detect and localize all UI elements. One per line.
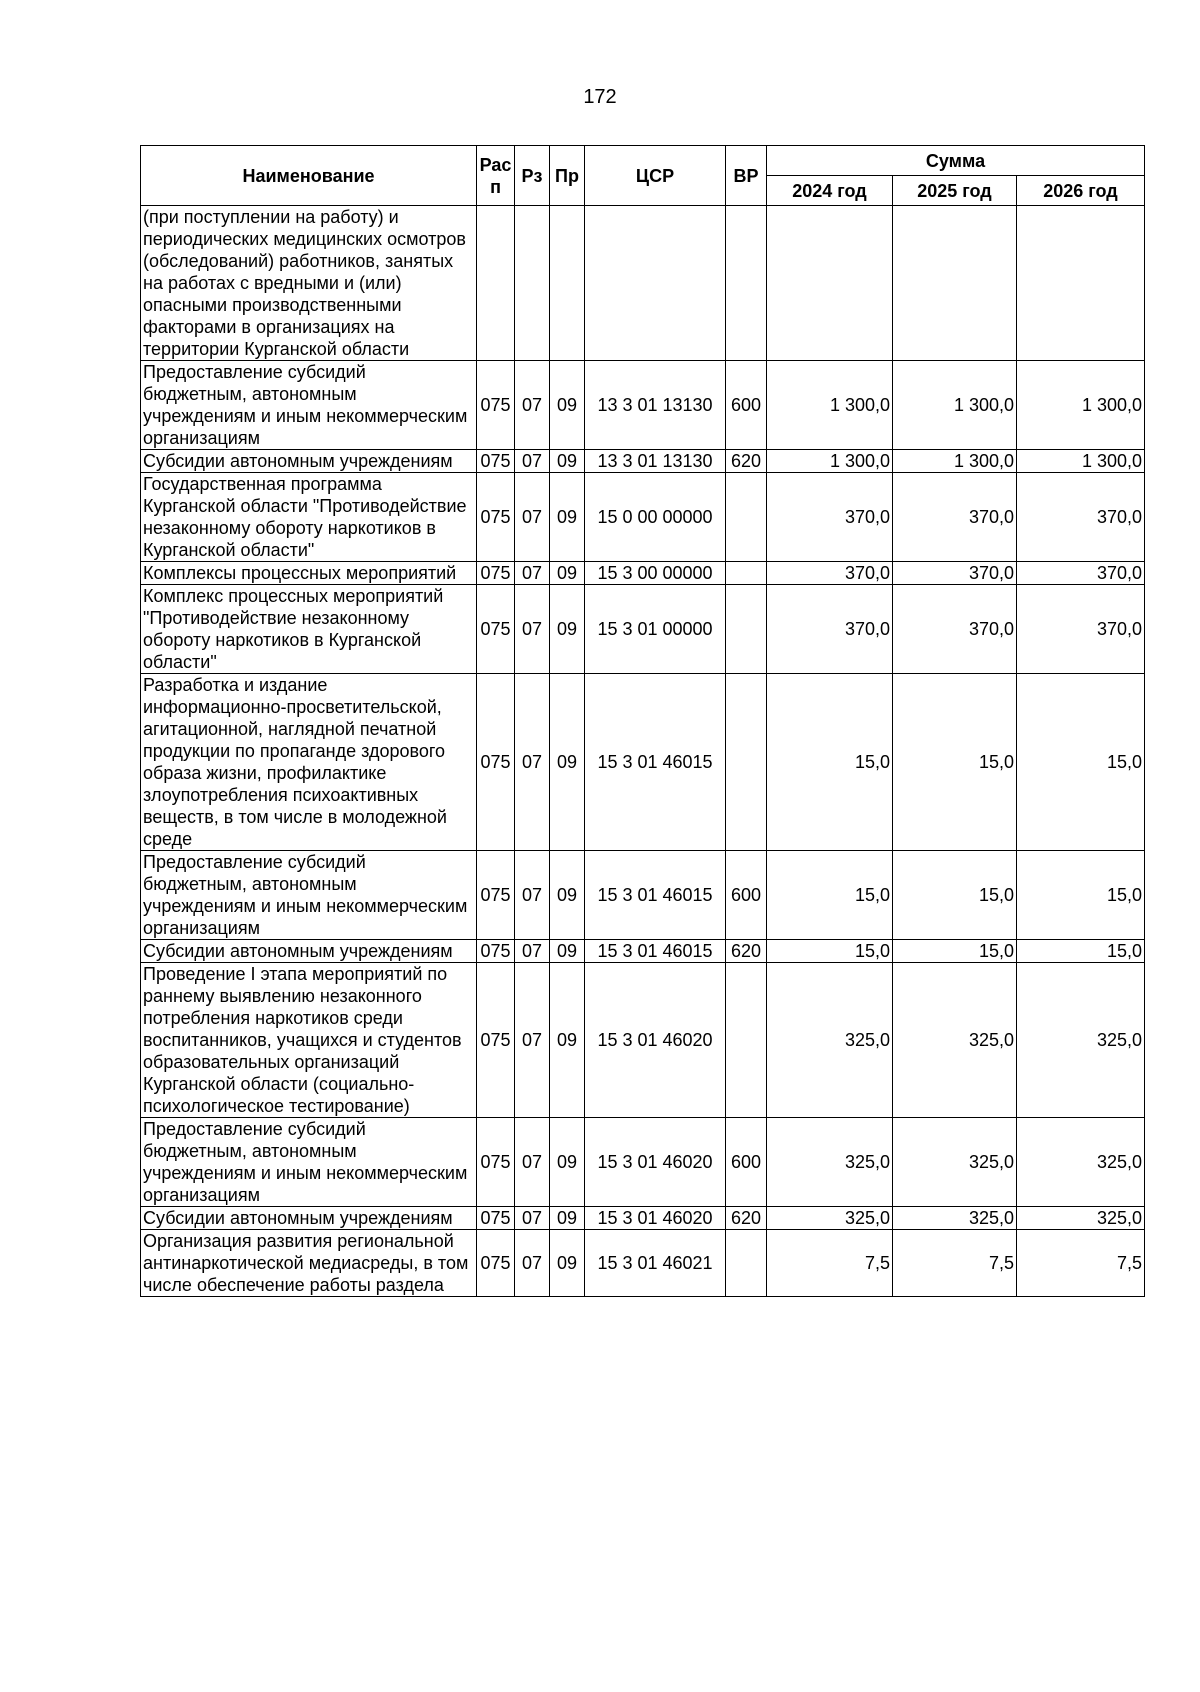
cell-name: Предоставление субсидий бюджетным, автономным учреждениям и иным некоммерческим организациям: [141, 361, 477, 450]
cell-rz: 07: [515, 963, 550, 1118]
cell-vr: 600: [726, 851, 767, 940]
cell-amount-2026: 7,5: [1017, 1230, 1145, 1297]
cell-rasp: 075: [477, 1230, 515, 1297]
header-rz: Рз: [515, 146, 550, 206]
cell-amount-2025: 325,0: [893, 1207, 1017, 1230]
cell-amount-2025: 1 300,0: [893, 361, 1017, 450]
cell-csr: 15 3 01 00000: [585, 585, 726, 674]
cell-rz: 07: [515, 562, 550, 585]
header-name: Наименование: [141, 146, 477, 206]
cell-amount-2026: 15,0: [1017, 851, 1145, 940]
cell-name: Субсидии автономным учреждениям: [141, 1207, 477, 1230]
header-year-2026: 2026 год: [1017, 176, 1145, 206]
cell-pr: 09: [550, 450, 585, 473]
cell-csr: 13 3 01 13130: [585, 361, 726, 450]
cell-rz: 07: [515, 361, 550, 450]
cell-vr: [726, 1230, 767, 1297]
cell-amount-2026: 370,0: [1017, 473, 1145, 562]
cell-pr: 09: [550, 674, 585, 851]
header-pr: Пр: [550, 146, 585, 206]
cell-rz: 07: [515, 674, 550, 851]
cell-pr: 09: [550, 1207, 585, 1230]
cell-amount-2025: 370,0: [893, 585, 1017, 674]
cell-amount-2024: 15,0: [767, 940, 893, 963]
table-row: [141, 1230, 1145, 1297]
cell-name: Субсидии автономным учреждениям: [141, 940, 477, 963]
cell-amount-2026: 15,0: [1017, 674, 1145, 851]
cell-amount-2026: 1 300,0: [1017, 361, 1145, 450]
cell-amount-2025: 15,0: [893, 851, 1017, 940]
cell-amount-2026: 370,0: [1017, 562, 1145, 585]
cell-csr: 15 0 00 00000: [585, 473, 726, 562]
cell-vr: [726, 963, 767, 1118]
cell-pr: 09: [550, 963, 585, 1118]
cell-amount-2025: 370,0: [893, 562, 1017, 585]
cell-rz: 07: [515, 450, 550, 473]
cell-name: Комплексы процессных мероприятий: [141, 562, 477, 585]
cell-pr: [550, 206, 585, 361]
table-row: [141, 851, 1145, 940]
cell-amount-2024: 325,0: [767, 1207, 893, 1230]
cell-vr: [726, 473, 767, 562]
cell-amount-2025: 325,0: [893, 1118, 1017, 1207]
cell-name: Проведение I этапа мероприятий по раннему выявлению незаконного потребления наркотиков среди воспитанников, учащихся и студентов образовательных организаций Курганской области (социально-психологическое тестирование): [141, 963, 477, 1118]
cell-rz: 07: [515, 1230, 550, 1297]
cell-vr: 620: [726, 450, 767, 473]
header-vr: ВР: [726, 146, 767, 206]
cell-rasp: 075: [477, 851, 515, 940]
cell-pr: 09: [550, 361, 585, 450]
cell-amount-2026: 325,0: [1017, 1207, 1145, 1230]
table-body: [141, 206, 1145, 1297]
cell-vr: 600: [726, 1118, 767, 1207]
cell-rasp: 075: [477, 963, 515, 1118]
cell-csr: 15 3 01 46015: [585, 674, 726, 851]
cell-amount-2024: 7,5: [767, 1230, 893, 1297]
cell-csr: [585, 206, 726, 361]
cell-pr: 09: [550, 562, 585, 585]
cell-name: Субсидии автономным учреждениям: [141, 450, 477, 473]
cell-amount-2026: 1 300,0: [1017, 450, 1145, 473]
cell-amount-2025: [893, 206, 1017, 361]
cell-rz: [515, 206, 550, 361]
cell-rasp: 075: [477, 450, 515, 473]
header-summa: Сумма: [767, 146, 1145, 176]
cell-amount-2026: 325,0: [1017, 1118, 1145, 1207]
cell-pr: 09: [550, 473, 585, 562]
cell-pr: 09: [550, 585, 585, 674]
cell-name: Государственная программа Курганской области "Противодействие незаконному обороту наркотиков в Курганской области": [141, 473, 477, 562]
cell-amount-2024: [767, 206, 893, 361]
cell-csr: 15 3 00 00000: [585, 562, 726, 585]
cell-rasp: 075: [477, 1207, 515, 1230]
cell-vr: [726, 206, 767, 361]
cell-rasp: 075: [477, 585, 515, 674]
table-row: [141, 674, 1145, 851]
cell-vr: 600: [726, 361, 767, 450]
table-row: [141, 206, 1145, 361]
cell-amount-2025: 1 300,0: [893, 450, 1017, 473]
cell-rasp: 075: [477, 473, 515, 562]
cell-rz: 07: [515, 851, 550, 940]
cell-vr: [726, 562, 767, 585]
page-number: 172: [583, 86, 617, 108]
header-year-2024: 2024 год: [767, 176, 893, 206]
table-row: [141, 361, 1145, 450]
cell-rz: 07: [515, 473, 550, 562]
cell-amount-2024: 1 300,0: [767, 361, 893, 450]
table-row: [141, 963, 1145, 1118]
cell-rasp: 075: [477, 361, 515, 450]
cell-rasp: 075: [477, 562, 515, 585]
cell-name: Разработка и издание информационно-просветительской, агитационной, наглядной печатной продукции по пропаганде здорового образа жизни, профилактике злоупотребления психоактивных веществ, в том числе в молодежной среде: [141, 674, 477, 851]
cell-rz: 07: [515, 1118, 550, 1207]
cell-name: Комплекс процессных мероприятий "Противодействие незаконному обороту наркотиков в Курганской области": [141, 585, 477, 674]
header-csr: ЦСР: [585, 146, 726, 206]
cell-csr: 15 3 01 46015: [585, 851, 726, 940]
cell-name: Организация развития региональной антинаркотической медиасреды, в том числе обеспечение работы раздела: [141, 1230, 477, 1297]
cell-vr: 620: [726, 940, 767, 963]
cell-pr: 09: [550, 851, 585, 940]
cell-csr: 15 3 01 46020: [585, 1118, 726, 1207]
cell-amount-2024: 15,0: [767, 674, 893, 851]
cell-pr: 09: [550, 1118, 585, 1207]
cell-pr: 09: [550, 1230, 585, 1297]
cell-vr: [726, 674, 767, 851]
cell-csr: 13 3 01 13130: [585, 450, 726, 473]
cell-name: (при поступлении на работу) и периодических медицинских осмотров (обследований) работников, занятых на работах с вредными и (или) опасными производственными факторами в организациях на территории Курганской области: [141, 206, 477, 361]
cell-rz: 07: [515, 585, 550, 674]
budget-table: [140, 145, 1145, 1297]
header-year-2025: 2025 год: [893, 176, 1017, 206]
cell-amount-2025: 370,0: [893, 473, 1017, 562]
table-row: [141, 585, 1145, 674]
table-row: [141, 562, 1145, 585]
cell-rz: 07: [515, 940, 550, 963]
header-rasp: Рас п: [477, 146, 515, 206]
table-row: [141, 1207, 1145, 1230]
cell-csr: 15 3 01 46020: [585, 1207, 726, 1230]
cell-amount-2026: 370,0: [1017, 585, 1145, 674]
cell-amount-2024: 325,0: [767, 963, 893, 1118]
cell-amount-2024: 370,0: [767, 473, 893, 562]
cell-amount-2025: 15,0: [893, 674, 1017, 851]
cell-amount-2024: 370,0: [767, 562, 893, 585]
cell-csr: 15 3 01 46015: [585, 940, 726, 963]
cell-amount-2024: 15,0: [767, 851, 893, 940]
table-row: [141, 940, 1145, 963]
cell-name: Предоставление субсидий бюджетным, автономным учреждениям и иным некоммерческим организациям: [141, 851, 477, 940]
table-row: [141, 1118, 1145, 1207]
cell-amount-2024: 1 300,0: [767, 450, 893, 473]
cell-vr: [726, 585, 767, 674]
cell-amount-2025: 325,0: [893, 963, 1017, 1118]
table-row: [141, 473, 1145, 562]
cell-amount-2026: 325,0: [1017, 963, 1145, 1118]
cell-amount-2025: 7,5: [893, 1230, 1017, 1297]
cell-csr: 15 3 01 46021: [585, 1230, 726, 1297]
cell-rasp: 075: [477, 940, 515, 963]
cell-amount-2025: 15,0: [893, 940, 1017, 963]
cell-vr: 620: [726, 1207, 767, 1230]
cell-rz: 07: [515, 1207, 550, 1230]
table-row: [141, 450, 1145, 473]
cell-amount-2024: 370,0: [767, 585, 893, 674]
cell-rasp: [477, 206, 515, 361]
cell-rasp: 075: [477, 1118, 515, 1207]
cell-pr: 09: [550, 940, 585, 963]
cell-csr: 15 3 01 46020: [585, 963, 726, 1118]
cell-amount-2026: [1017, 206, 1145, 361]
cell-rasp: 075: [477, 674, 515, 851]
cell-name: Предоставление субсидий бюджетным, автономным учреждениям и иным некоммерческим организациям: [141, 1118, 477, 1207]
cell-amount-2026: 15,0: [1017, 940, 1145, 963]
cell-amount-2024: 325,0: [767, 1118, 893, 1207]
